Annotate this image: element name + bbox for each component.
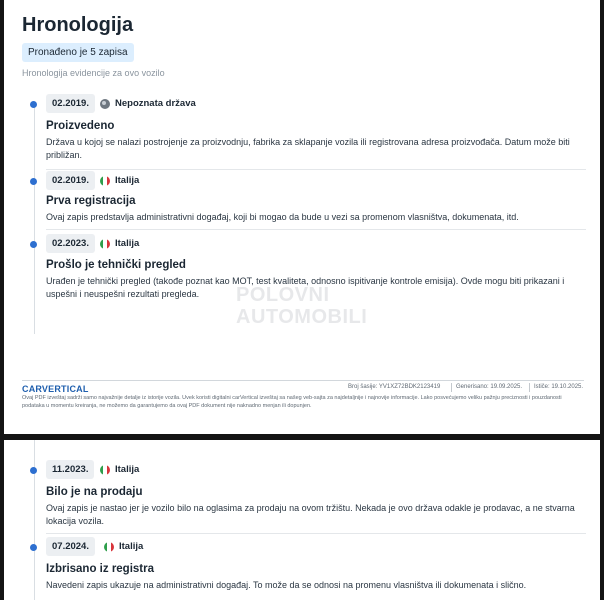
- divider: [46, 533, 586, 534]
- globe-icon: [100, 99, 110, 109]
- entry-title: Prva registracija: [46, 195, 136, 207]
- footer-disclaimer: Ovaj PDF izveštaj sadrži samo najvažnije detalje iz istorije vozila. Uvek koristi digitalni carVertical izveštaj sa našeg veb-sajta za najdetaljnije i najnovije informacije. Lako posvećujemo veliku pažnju preciznosti i pouzdanosti podataka u momentu kreiranja, ne možemo da garantujemo da ovaj PDF dokument nije naknadno menjan ili dopunjen.: [22, 395, 562, 409]
- entry-title: Prošlo je tehnički pregled: [46, 259, 186, 271]
- vin-number: Broj šasije: YV1XZ72BDK2123419: [348, 384, 441, 390]
- divider: [46, 229, 586, 230]
- entry-title: Bilo je na prodaju: [46, 486, 143, 498]
- country-label: [100, 96, 196, 111]
- divider: [451, 383, 452, 392]
- italy-flag-icon: [104, 542, 114, 552]
- watermark-line: POLOVNI: [236, 284, 330, 306]
- page-title: Hronologija: [22, 14, 134, 36]
- country-name: Italija: [115, 464, 140, 475]
- timeline-dot: [30, 544, 37, 551]
- italy-flag-icon: [100, 465, 110, 475]
- country-label: [104, 539, 143, 554]
- date-chip: 02.2023.: [46, 234, 95, 253]
- timeline-dot: [30, 241, 37, 248]
- expiry-date: Ističe: 19.10.2025.: [534, 384, 584, 390]
- timeline-dot: [30, 467, 37, 474]
- timeline-dot: [30, 178, 37, 185]
- country-label: [100, 236, 139, 251]
- timeline-entry: [4, 537, 600, 599]
- italy-flag-icon: [100, 239, 110, 249]
- country-name: Italija: [115, 175, 140, 186]
- date-chip: 02.2019.: [46, 94, 95, 113]
- entry-description: Ovaj zapis je nastao jer je vozilo bilo na oglasima za prodaju na ovom tržištu. Nekada je ovo država odakle je prodavac, a ne stvarna lokacija vozila.: [46, 503, 575, 526]
- watermark: [236, 284, 367, 328]
- country-name: Italija: [115, 238, 140, 249]
- country-label: [100, 173, 139, 188]
- country-name: Italija: [119, 541, 144, 552]
- report-page-1: [4, 0, 600, 434]
- records-found-badge: Pronađeno je 5 zapisa: [22, 43, 134, 62]
- divider: [46, 169, 586, 170]
- date-chip: 11.2023.: [46, 460, 94, 479]
- date-chip: 02.2019.: [46, 171, 95, 190]
- entry-description: Ovaj zapis predstavlja administrativni događaj, koji bi mogao da bude u vezi sa promenom vlasništva, dokumenata, itd.: [46, 212, 519, 222]
- timeline-entry: [4, 460, 600, 540]
- entry-description: Urađen je tehnički pregled (takođe poznat kao MOT, test kvaliteta, odnosno ispitivanje kontrole emisija). Ovde mogu biti prikazani i uspešni i neuspešni rezultati pregleda.: [46, 276, 565, 299]
- report-page-2: [4, 440, 600, 600]
- timeline-dot: [30, 101, 37, 108]
- country-label: [100, 462, 139, 477]
- divider: [529, 383, 530, 392]
- country-name: Nepoznata država: [115, 98, 196, 109]
- entry-title: Izbrisano iz registra: [46, 563, 155, 575]
- italy-flag-icon: [100, 176, 110, 186]
- timeline-entry: [4, 171, 600, 231]
- entry-title: Proizvedeno: [46, 120, 115, 132]
- footer-divider: [22, 380, 584, 381]
- date-chip: 07.2024.: [46, 537, 95, 556]
- entry-description: Država u kojoj se nalazi postrojenje za proizvodnju, fabrika za sklapanje vozila ili registrovana adresa proizvođača. Datum može biti približan.: [46, 137, 570, 160]
- watermark-line: AUTOMOBILI: [236, 306, 368, 328]
- carvertical-logo: CARVERTICAL: [22, 384, 89, 394]
- generated-date: Generisano: 19.09.2025.: [456, 384, 523, 390]
- page-subtitle: Hronologija evidencije za ovo vozilo: [22, 68, 165, 78]
- entry-description: Navedeni zapis ukazuje na administrativni događaj. To može da se odnosi na promenu vlasništva ili dokumenata i slično.: [46, 580, 527, 590]
